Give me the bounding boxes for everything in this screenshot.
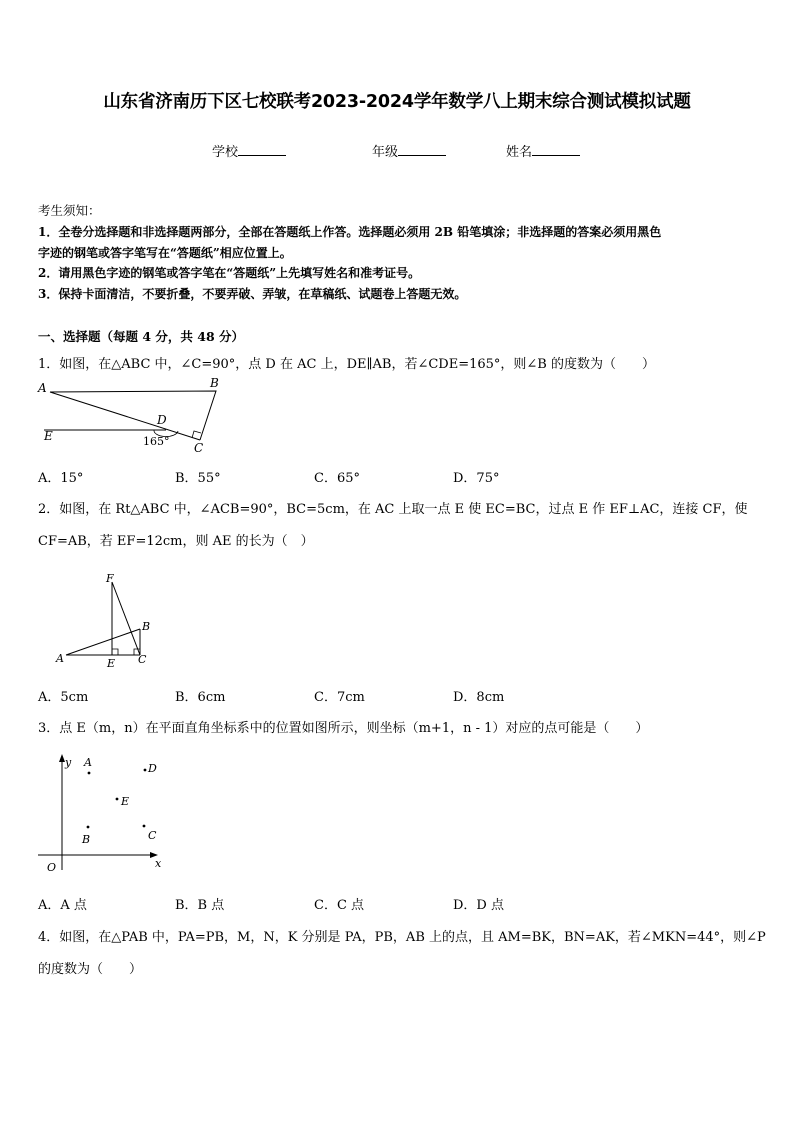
page-title: 山东省济南历下区七校联考2023-2024学年数学八上期末综合测试模拟试题 [103, 92, 691, 112]
q1-right-angle-mark [192, 431, 201, 438]
q1-option-c[interactable]: C．65° [314, 471, 360, 486]
q2-label-c: C [138, 653, 147, 666]
q2-option-d[interactable]: D．8cm [453, 690, 505, 705]
q3-point-a [88, 772, 91, 775]
q1-label-b: B [210, 376, 219, 390]
q3-label-c: C [148, 829, 157, 842]
q1-option-d[interactable]: D．75° [453, 471, 500, 486]
school-blank[interactable] [238, 143, 286, 156]
section-heading: 一、选择题（每题 4 分，共 48 分） [38, 329, 245, 344]
q3-option-c[interactable]: C．C 点 [314, 898, 365, 913]
q1-label-d: D [157, 413, 167, 427]
q3-option-a[interactable]: A．A 点 [38, 898, 87, 913]
q1-label-c: C [194, 441, 204, 452]
q2-line-fc [112, 582, 140, 655]
q3-point-e [116, 798, 119, 801]
q3-label-a: A [84, 756, 92, 769]
q2-label-b: B [142, 620, 151, 633]
grade-field[interactable] [372, 141, 446, 160]
q1-label-a: A [38, 381, 47, 395]
q3-label-y: y [65, 756, 72, 769]
notice-line-1b: 字迹的钢笔或答字笔写在“答题纸”相应位置上。 [38, 246, 292, 260]
q3-figure [34, 752, 174, 877]
q3-stem: 3．点 E（m，n）在平面直角坐标系中的位置如图所示，则坐标（m+1，n - 1）对应的点可能是（ ） [38, 721, 649, 736]
q4-stem-line-1: 4．如图，在△PAB 中，PA=PB，M，N，K 分别是 PA，PB，AB 上的点，且 AM=BK，BN=AK，若∠MKN=44°，则∠P [38, 930, 766, 945]
q3-point-b [87, 826, 90, 829]
q2-label-e: E [107, 657, 116, 670]
q2-stem-line-1: 2．如图，在 Rt△ABC 中，∠ACB=90°，BC=5cm，在 AC 上取一点 E 使 EC=BC，过点 E 作 EF⊥AC，连接 CF，使 [38, 502, 748, 517]
q2-option-a[interactable]: A．5cm [38, 690, 89, 705]
q2-figure [50, 570, 170, 675]
q3-label-d: D [148, 762, 157, 775]
grade-blank[interactable] [398, 143, 446, 156]
q3-option-b[interactable]: B．B 点 [175, 898, 225, 913]
name-blank[interactable] [532, 143, 580, 156]
notice-line-3: 3．保持卡面清洁，不要折叠，不要弄破、弄皱，在草稿纸、试题卷上答题无效。 [38, 287, 467, 301]
q1-option-a[interactable]: A．15° [38, 471, 84, 486]
name-field[interactable] [506, 141, 580, 160]
q3-label-e: E [121, 795, 130, 808]
q1-option-b[interactable]: B．55° [175, 471, 221, 486]
q3-option-d[interactable]: D．D 点 [453, 898, 504, 913]
q3-point-d [144, 769, 147, 772]
q2-option-b[interactable]: B．6cm [175, 690, 226, 705]
q2-stem-line-2: CF=AB，若 EF=12cm，则 AE 的长为（ ） [38, 534, 314, 549]
q4-stem-line-2: 的度数为（ ） [38, 962, 143, 977]
notice-line-2: 2．请用黑色字迹的钢笔或答字笔在“答题纸”上先填写姓名和准考证号。 [38, 266, 421, 280]
school-field[interactable] [212, 141, 286, 160]
q2-label-a: A [56, 652, 64, 665]
q3-label-o: O [47, 861, 57, 874]
q2-label-f: F [106, 572, 114, 585]
notice-line-1a: 1．全卷分选择题和非选择题两部分，全部在答题纸上作答。选择题必须用 2B 铅笔填涂；非选择题的答案必须用黑色 [38, 225, 662, 239]
q1-figure [30, 372, 230, 452]
q3-label-b: B [82, 833, 91, 846]
q3-label-x: x [155, 857, 162, 870]
q1-label-angle: 165° [143, 435, 170, 448]
q2-option-c[interactable]: C．7cm [314, 690, 365, 705]
q2-right-angle-e [112, 649, 118, 655]
q1-stem: 1．如图，在△ABC 中，∠C=90°，点 D 在 AC 上，DE∥AB，若∠CDE=165°，则∠B 的度数为（ ） [38, 357, 655, 372]
q2-line-ab [66, 629, 140, 655]
q3-point-c [143, 825, 146, 828]
school-label: 学校 [212, 145, 239, 160]
grade-label: 年级 [372, 145, 399, 160]
name-label: 姓名 [506, 145, 533, 160]
q1-line-ab-bc [50, 391, 216, 440]
q1-label-e: E [44, 429, 53, 443]
notice-heading: 考生须知： [38, 203, 101, 218]
